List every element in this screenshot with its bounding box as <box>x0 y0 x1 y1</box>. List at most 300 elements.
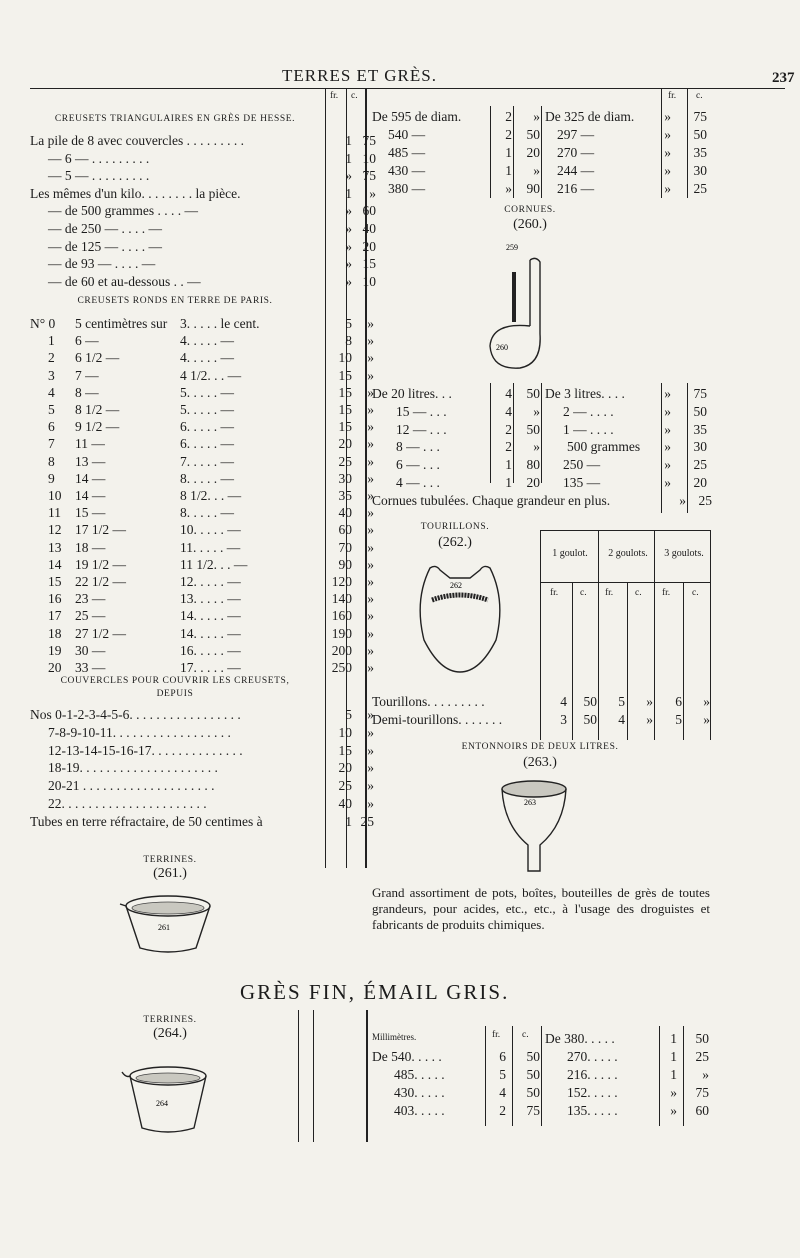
price-row <box>30 573 376 590</box>
row-fr: 250 <box>331 660 352 675</box>
tourillons-title: TOURILLONS. <box>420 522 490 532</box>
figure-mark: 261 <box>158 923 170 932</box>
row-c: 60 <box>362 203 376 219</box>
row-fr: » <box>664 439 671 455</box>
row-size-b: 8 1/2. . . — <box>180 488 242 503</box>
row-fr: 2 <box>499 1103 506 1118</box>
row-c: 75 <box>362 133 376 148</box>
page-number: 237 <box>772 70 795 86</box>
row-label: 4 — . . . <box>396 475 440 490</box>
row-size-a: 19 1/2 — <box>75 556 127 572</box>
row-size-a: 17 1/2 — <box>75 522 127 538</box>
row-c: 50 <box>526 386 540 401</box>
rule <box>366 1010 368 1142</box>
row-fr: » <box>345 273 352 289</box>
price-row <box>545 1066 709 1083</box>
row-c: » <box>367 505 374 521</box>
row-number: 7 <box>48 436 55 452</box>
row-number: 16 <box>48 591 62 607</box>
price-row <box>372 1066 540 1083</box>
tourillon-price: 50 <box>583 712 597 727</box>
price-row <box>30 742 374 759</box>
col-header: 3 goulots. <box>664 548 704 559</box>
row-c: 50 <box>526 421 540 437</box>
figure-mark: 260 <box>496 343 508 352</box>
gres-c-head: c. <box>522 1030 529 1040</box>
row-fr: 4 <box>505 403 512 419</box>
figure-number: (264.) <box>153 1026 187 1041</box>
figure-mark: 264 <box>156 1099 168 1108</box>
figure-mark: 259 <box>506 243 518 252</box>
row-c: 50 <box>693 127 707 142</box>
tourillon-price: 4 <box>618 712 625 727</box>
tubes-c: 25 <box>360 814 374 829</box>
row-fr: 30 <box>338 470 352 486</box>
row-fr: 1 <box>505 475 512 490</box>
terrines-title: TERRINES. <box>143 855 197 865</box>
price-row <box>30 625 376 642</box>
row-fr: 1 <box>670 1067 677 1082</box>
row-c: 20 <box>526 145 540 160</box>
right-c-head: c. <box>696 91 703 101</box>
row-fr: 10 <box>338 350 352 366</box>
row-c: » <box>702 1067 709 1082</box>
row-label: De 380. . . . . <box>545 1031 615 1046</box>
row-fr: 1 <box>505 163 512 178</box>
row-c: » <box>367 625 374 641</box>
row-fr: 160 <box>331 608 352 624</box>
row-fr: 4 <box>505 386 512 401</box>
row-fr: 1 <box>505 457 512 473</box>
row-c: » <box>533 109 540 124</box>
row-size-b: 10. . . . . — <box>180 522 241 538</box>
row-number: 2 <box>48 350 55 366</box>
tourillon-price: 3 <box>560 712 567 727</box>
row-fr: » <box>670 1103 677 1118</box>
cornue-illustration <box>470 238 570 373</box>
price-row <box>372 162 540 179</box>
price-row <box>372 144 540 161</box>
rule <box>298 1010 299 1142</box>
row-label: 216. . . . . <box>567 1067 618 1082</box>
tourillon-price: 4 <box>560 694 567 709</box>
terrine-264-illustration <box>118 1056 218 1142</box>
price-row <box>30 202 376 219</box>
row-c: 30 <box>693 163 707 178</box>
money-fr-head: fr. <box>330 91 339 101</box>
row-c: » <box>369 185 376 201</box>
row-size-b: 11 1/2. . . — <box>180 556 248 572</box>
row-c: » <box>367 333 374 349</box>
price-row <box>545 456 707 473</box>
row-fr: 200 <box>331 642 352 658</box>
price-row <box>545 438 707 455</box>
row-fr: 15 <box>338 384 352 400</box>
row-size-a: 9 1/2 — <box>75 419 120 435</box>
row-fr: » <box>345 256 352 272</box>
price-row <box>30 487 376 504</box>
price-row <box>30 659 376 676</box>
rule <box>490 106 491 198</box>
section-title: CREUSETS RONDS EN TERRE DE PARIS. <box>77 296 273 306</box>
row-fr: 120 <box>331 574 352 589</box>
rule <box>485 1026 486 1126</box>
entonnoir-illustration <box>490 775 590 875</box>
sub-header: c. <box>580 588 587 598</box>
row-c: » <box>367 539 374 555</box>
rule <box>627 582 628 740</box>
row-c: 35 <box>693 145 707 160</box>
row-number: 11 <box>48 505 61 521</box>
figure-number: (260.) <box>513 217 547 232</box>
price-row <box>372 421 540 438</box>
row-label: 135 — <box>563 475 601 490</box>
price-row <box>30 273 376 290</box>
row-fr: 25 <box>338 778 352 794</box>
row-c: » <box>367 453 374 469</box>
tourillon-illustration <box>410 560 510 680</box>
row-fr: » <box>664 403 671 419</box>
row-c: 50 <box>695 1031 709 1046</box>
row-c: » <box>367 470 374 486</box>
row-fr: 4 <box>499 1085 506 1100</box>
row-fr: » <box>664 386 671 401</box>
row-label: 1 — . . . . <box>563 421 614 437</box>
price-row <box>30 642 376 659</box>
row-size-b: 7. . . . . — <box>180 453 234 469</box>
row-c: » <box>367 724 374 740</box>
row-c: 20 <box>693 475 707 490</box>
price-row <box>30 150 376 167</box>
cornues-title: CORNUES. <box>504 205 556 215</box>
price-row <box>372 108 540 125</box>
row-label: 216 — <box>557 181 595 196</box>
row-c: » <box>367 350 374 366</box>
row-c: 50 <box>526 127 540 142</box>
row-label: 22. . . . . . . . . . . . . . . . . . . . . . <box>48 796 207 811</box>
price-row <box>30 539 376 556</box>
row-size-a: 6 1/2 — <box>75 350 120 366</box>
price-row <box>372 126 540 143</box>
row-label: 540 — <box>388 127 426 142</box>
row-number: 13 <box>48 539 62 555</box>
row-label: 270 — <box>557 145 595 160</box>
row-size-b: 14. . . . . — <box>180 608 241 624</box>
price-row <box>545 474 707 491</box>
row-c: 90 <box>526 181 540 196</box>
row-number: 3 <box>48 367 55 383</box>
row-c: 50 <box>693 403 707 419</box>
row-size-a: 18 — <box>75 539 106 555</box>
row-c: 25 <box>695 1049 709 1064</box>
rule <box>541 106 542 198</box>
price-row <box>30 435 376 452</box>
row-fr: 5 <box>499 1067 506 1082</box>
row-fr: 15 <box>338 742 352 758</box>
row-label: 6 — . . . <box>396 457 440 473</box>
row-c: » <box>367 367 374 383</box>
price-row <box>372 1102 540 1119</box>
row-c: » <box>533 439 540 455</box>
row-number: 20 <box>48 660 62 675</box>
row-c: » <box>367 384 374 400</box>
row-label: 7-8-9-10-11. . . . . . . . . . . . . . . . . . <box>48 724 231 740</box>
figure-number: (261.) <box>153 866 187 881</box>
row-number: 9 <box>48 470 55 486</box>
terrine-261-illustration <box>118 890 218 962</box>
row-size-a: 8 1/2 — <box>75 402 120 417</box>
price-row <box>30 384 376 401</box>
figure-mark: 263 <box>524 798 536 807</box>
row-size-a: 25 — <box>75 608 106 624</box>
row-c: » <box>367 556 374 572</box>
row-label: 2 — . . . . <box>563 403 614 419</box>
row-number: 6 <box>48 419 55 435</box>
row-c: » <box>367 574 374 589</box>
money-c-head: c. <box>351 91 358 101</box>
row-number: 19 <box>48 642 62 658</box>
price-row <box>372 403 540 420</box>
row-label: De 3 litres. . . . <box>545 386 625 401</box>
page-title: TERRES ET GRÈS. <box>282 66 437 85</box>
row-size-b: 3. . . . . le cent. <box>180 316 260 331</box>
price-row <box>545 421 707 438</box>
row-fr: 40 <box>338 505 352 521</box>
row-fr: » <box>664 181 671 196</box>
price-row <box>30 167 376 184</box>
row-label: — de 500 grammes . . . . — <box>48 203 198 219</box>
price-row <box>30 132 376 149</box>
row-size-b: 4. . . . . — <box>180 333 234 349</box>
price-row <box>372 456 540 473</box>
row-size-a: 8 — <box>75 384 99 400</box>
rule <box>513 106 514 198</box>
row-label: 8 — . . . <box>396 439 440 455</box>
row-size-b: 16. . . . . — <box>180 642 241 658</box>
sub-header: c. <box>692 588 699 598</box>
price-row <box>30 706 374 723</box>
row-number: 15 <box>48 574 62 589</box>
tourillon-price: 50 <box>583 694 597 709</box>
right-fr-head: fr. <box>668 91 677 101</box>
row-c: » <box>367 642 374 658</box>
row-fr: 25 <box>338 453 352 469</box>
row-fr: 5 <box>345 707 352 722</box>
row-c: » <box>367 402 374 417</box>
rule <box>540 530 710 531</box>
row-c: 75 <box>693 109 707 124</box>
price-row <box>30 315 376 332</box>
row-fr: 8 <box>345 333 352 349</box>
price-row <box>30 777 374 794</box>
row-fr: 2 <box>505 109 512 124</box>
price-row <box>30 332 376 349</box>
row-label: 430 — <box>388 163 426 178</box>
row-number: 14 <box>48 556 62 572</box>
row-label: 403. . . . . <box>394 1103 445 1118</box>
row-c: 75 <box>695 1085 709 1100</box>
row-size-a: 14 — <box>75 470 106 486</box>
row-c: 25 <box>693 181 707 196</box>
rule <box>513 383 514 483</box>
row-size-a: 30 — <box>75 642 106 658</box>
section-title: CREUSETS TRIANGULAIRES EN GRÈS DE HESSE. <box>54 114 296 124</box>
rule <box>540 582 710 583</box>
row-size-a: 22 1/2 — <box>75 574 127 589</box>
row-fr: 40 <box>338 796 352 811</box>
row-label: — de 250 — . . . . — <box>48 221 162 236</box>
row-c: 75 <box>526 1103 540 1118</box>
row-c: 50 <box>526 1049 540 1064</box>
price-row <box>30 607 376 624</box>
rule <box>540 530 541 740</box>
row-label: Nos 0-1-2-3-4-5-6. . . . . . . . . . . . . . . . . <box>30 707 241 722</box>
tourillon-price: » <box>703 694 710 709</box>
rule <box>490 383 491 483</box>
row-c: 50 <box>526 1085 540 1100</box>
row-c: 40 <box>362 221 376 236</box>
row-size-a: 27 1/2 — <box>75 625 127 641</box>
row-number: 1 <box>48 333 55 349</box>
tubulees-row <box>372 492 792 509</box>
row-size-a: 13 — <box>75 453 106 469</box>
row-fr: 20 <box>338 760 352 776</box>
price-row <box>30 367 376 384</box>
rule <box>541 1026 542 1126</box>
row-label: 485 — <box>388 145 426 160</box>
rule <box>661 88 662 198</box>
price-row <box>30 504 376 521</box>
tubes-label: Tubes en terre réfractaire, de 50 centimes à <box>30 814 263 829</box>
row-c: 60 <box>695 1103 709 1118</box>
row-c: 10 <box>362 150 376 166</box>
rule <box>687 88 688 198</box>
row-label: 12 — . . . <box>396 421 447 437</box>
row-fr: 15 <box>338 419 352 435</box>
row-fr: 90 <box>338 556 352 572</box>
price-row <box>30 795 374 812</box>
row-fr: 1 <box>345 150 352 166</box>
row-c: 35 <box>693 421 707 437</box>
row-label: 250 — <box>563 457 601 473</box>
row-size-b: 14. . . . . — <box>180 625 241 641</box>
row-size-a: 15 — <box>75 505 106 521</box>
price-row <box>30 220 376 237</box>
row-size-a: 7 — <box>75 367 99 383</box>
figure-number: (262.) <box>438 535 472 550</box>
row-label: 380 — <box>388 181 426 196</box>
price-row <box>372 1048 540 1065</box>
terrines-title: TERRINES. <box>143 1015 197 1025</box>
tourillon-price: 5 <box>675 712 682 727</box>
price-row <box>545 1084 709 1101</box>
row-c: 80 <box>526 457 540 473</box>
price-row <box>30 724 374 741</box>
figure-number: (263.) <box>523 755 557 770</box>
tubulees-fr: » <box>679 493 686 508</box>
row-c: » <box>367 760 374 776</box>
row-fr: » <box>345 221 352 236</box>
section-heading: GRÈS FIN, ÉMAIL GRIS. <box>240 980 510 1004</box>
rule <box>683 1026 684 1126</box>
tourillon-price: » <box>703 712 710 727</box>
price-row <box>545 162 707 179</box>
gres-fr-head: fr. <box>492 1030 501 1040</box>
row-fr: 20 <box>338 436 352 452</box>
row-fr: 190 <box>331 625 352 641</box>
row-number: 8 <box>48 453 55 469</box>
row-label: — 5 — . . . . . . . . . <box>48 168 150 184</box>
price-row <box>545 385 707 402</box>
row-label: 15 — . . . <box>396 403 447 419</box>
price-row <box>545 1048 709 1065</box>
assortment-paragraph: Grand assortiment de pots, boîtes, bouteilles de grès de toutes grandeurs, pour acides, etc., etc., à l'usage des droguistes et fabricants de produits chimiques. <box>372 885 710 932</box>
tourillon-price: » <box>646 694 653 709</box>
row-size-b: 6. . . . . — <box>180 419 234 435</box>
tourillon-label: Demi-tourillons. . . . . . . <box>372 712 503 727</box>
rule <box>710 530 711 740</box>
row-c: 25 <box>693 457 707 473</box>
row-size-a: 14 — <box>75 488 106 503</box>
row-label: — 6 — . . . . . . . . . <box>48 150 150 166</box>
row-size-b: 8. . . . . — <box>180 470 234 486</box>
row-fr: » <box>664 421 671 437</box>
row-c: » <box>367 608 374 624</box>
section-title: COUVERCLES POUR COUVRIR LES CREUSETS, <box>60 676 290 686</box>
row-c: » <box>367 660 374 675</box>
row-fr: » <box>345 168 352 184</box>
row-c: 20 <box>362 238 376 254</box>
row-fr: » <box>664 163 671 178</box>
price-row <box>372 438 540 455</box>
tubulees-c: 25 <box>698 493 712 508</box>
price-row <box>372 474 540 491</box>
rule <box>313 1010 314 1142</box>
row-fr: 2 <box>505 439 512 455</box>
row-label: 152. . . . . <box>567 1085 618 1100</box>
figure-mark: 262 <box>450 581 462 590</box>
row-c: 50 <box>526 1067 540 1082</box>
row-size-b: 6. . . . . — <box>180 436 234 452</box>
row-number: 18 <box>48 625 62 641</box>
row-size-b: 5. . . . . — <box>180 402 234 417</box>
row-size-a: 6 — <box>75 333 99 349</box>
row-label: 500 grammes <box>567 439 641 455</box>
price-row <box>30 453 376 470</box>
rule <box>598 530 599 740</box>
row-size-b: 5. . . . . — <box>180 384 234 400</box>
entonnoirs-title: ENTONNOIRS DE DEUX LITRES. <box>461 742 619 752</box>
rule <box>683 582 684 740</box>
row-fr: 1 <box>670 1049 677 1064</box>
row-fr: » <box>345 238 352 254</box>
row-fr: 5 <box>345 316 352 331</box>
row-label: 135. . . . . <box>567 1103 618 1118</box>
row-fr: 1 <box>670 1031 677 1046</box>
row-fr: 10 <box>338 724 352 740</box>
row-size-b: 12. . . . . — <box>180 574 241 589</box>
row-label: 12-13-14-15-16-17. . . . . . . . . . . . . . <box>48 742 243 758</box>
row-number: 10 <box>48 488 62 503</box>
row-label: 18-19. . . . . . . . . . . . . . . . . . . . . <box>48 760 218 776</box>
row-number: 5 <box>48 402 55 417</box>
row-size-a: 11 — <box>75 436 105 452</box>
price-row <box>30 418 376 435</box>
price-row <box>30 255 376 272</box>
row-fr: » <box>664 109 671 124</box>
row-label: De 595 de diam. <box>372 109 462 124</box>
row-c: » <box>533 163 540 178</box>
